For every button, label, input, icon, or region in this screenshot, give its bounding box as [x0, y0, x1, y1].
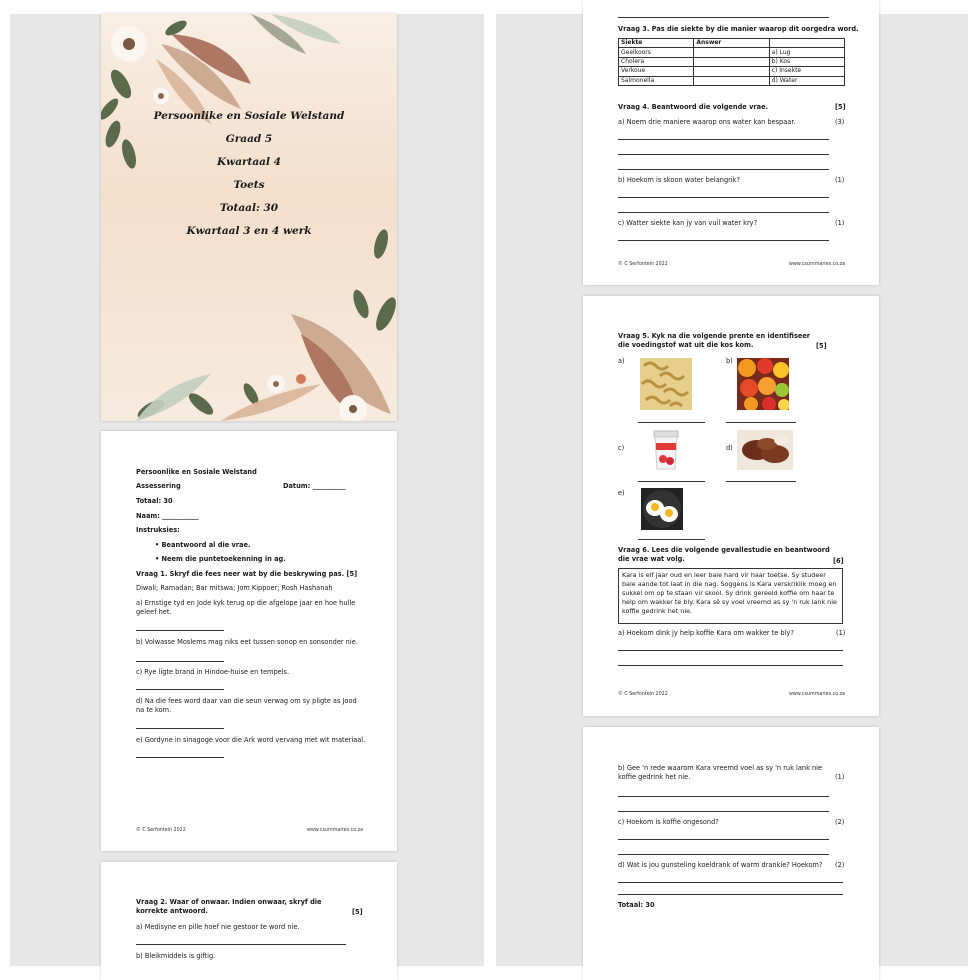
- worksheet-page-5: [583, 727, 879, 980]
- date-field: Datum: __________: [283, 482, 346, 490]
- answer-line[interactable]: [618, 212, 829, 213]
- answer-line[interactable]: [638, 539, 705, 540]
- q4-item: b) Hoekom is skoon water belangrik?: [618, 176, 740, 184]
- assessment-label: Assessering: [136, 482, 181, 490]
- cover-line: Kwartaal 4: [217, 156, 281, 168]
- q4-title: Vraag 4. Beantwoord die volgende vrae.: [618, 103, 769, 111]
- q6b-marks: (1): [835, 773, 845, 781]
- answer-line[interactable]: [618, 894, 843, 895]
- answer-cell[interactable]: [694, 67, 769, 76]
- instruction-item: • Neem die puntetoekenning in ag.: [155, 555, 286, 563]
- answer-line[interactable]: [618, 17, 829, 18]
- q6b-text: b) Gee 'n rede waarom Kara vreemd voel as sy 'n ruk lank nie koffie gedrink het nie.: [618, 764, 823, 781]
- answer-line[interactable]: [136, 944, 346, 945]
- q2-title: Vraag 2. Waar of onwaar. Indien onwaar, skryf die korrekte antwoord.: [136, 898, 322, 915]
- answer-line[interactable]: [618, 154, 829, 155]
- answer-line[interactable]: [638, 481, 705, 482]
- total-label: Totaal: 30: [618, 901, 655, 909]
- answer-cell[interactable]: [694, 76, 769, 85]
- cover-line: Totaal: 30: [219, 202, 279, 214]
- table-cell: Geelkoors: [619, 48, 694, 57]
- q1-item: e) Gordyne in sinagoge voor die Ark word vervang met wit materiaal.: [136, 736, 366, 744]
- q6c-text: c) Hoekom is koffie ongesond?: [618, 818, 719, 826]
- q2-item: b) Bleikmiddels is giftig.: [136, 952, 216, 960]
- q2-marks: [5]: [352, 908, 363, 916]
- q3-title: Vraag 3. Pas die siekte by die manier waarop dit oorgedra word.: [618, 25, 859, 33]
- q4-item-marks: (3): [835, 118, 845, 126]
- q6-marks: [6]: [833, 557, 844, 565]
- answer-line[interactable]: [618, 796, 829, 797]
- cover-line: Persoonlike en Sosiale Welstand: [153, 110, 345, 122]
- q4-item-marks: (1): [835, 219, 845, 227]
- q4-item: c) Watter siekte kan jy van vuil water kry?: [618, 219, 758, 227]
- cover-line: Kwartaal 3 en 4 werk: [186, 225, 312, 237]
- q1-item: b) Volwasse Moslems mag niks eet tussen sonop en sonsonder nie.: [136, 638, 358, 646]
- footer-url[interactable]: www.csummaries.co.za: [789, 262, 846, 267]
- table-cell: Cholera: [619, 57, 694, 66]
- q1-item: d) Na die fees word daar van die seun verwag om sy pligte as Jood na te kom.: [136, 697, 357, 714]
- floral-illustration: [101, 14, 397, 421]
- footer-copyright: © C Serfontein 2022: [136, 828, 186, 833]
- matching-table: [618, 38, 845, 86]
- table-header: [769, 39, 844, 48]
- table-cell: b) Kos: [769, 57, 844, 66]
- q1-title: Vraag 1. Skryf die fees neer wat by die beskrywing pas. [5]: [136, 570, 358, 578]
- answer-line[interactable]: [618, 650, 843, 651]
- table-cell: c) Insekte: [769, 67, 844, 76]
- answer-line[interactable]: [618, 665, 843, 666]
- q2-item: a) Medisyne en pille hoef nie gestoor te word nie.: [136, 923, 300, 931]
- answer-line[interactable]: [618, 240, 829, 241]
- worksheet-page-4: [583, 296, 879, 716]
- eggs-image: [641, 488, 683, 530]
- answer-line[interactable]: [618, 197, 829, 198]
- answer-line[interactable]: [618, 811, 829, 812]
- q6d-marks: (2): [835, 861, 845, 869]
- image-label: b): [726, 357, 733, 365]
- answer-line[interactable]: [618, 854, 829, 855]
- total-label: Totaal: 30: [136, 497, 173, 505]
- answer-line[interactable]: [726, 422, 796, 423]
- subject-heading: Persoonlike en Sosiale Welstand: [136, 468, 257, 476]
- answer-cell[interactable]: [694, 48, 769, 57]
- q4-item: a) Noem drie maniere waarop ons water kan bespaar.: [618, 118, 796, 126]
- table-cell: d) Water: [769, 76, 844, 85]
- q6-title: Vraag 6. Lees die volgende gevallestudie en beantwoord die vrae wat volg.: [618, 546, 830, 563]
- q6c-marks: (2): [835, 818, 845, 826]
- fruit-image: [737, 358, 789, 410]
- answer-cell[interactable]: [694, 57, 769, 66]
- footer-url[interactable]: www.csummaries.co.za: [789, 692, 846, 697]
- table-header: Siekte: [619, 39, 694, 48]
- q1-options: Diwali; Ramadan; Bar mitswa; Jom Kippoer; Rosh Hashanah: [136, 584, 333, 592]
- q5-marks: [5]: [816, 342, 827, 350]
- answer-line[interactable]: [726, 481, 796, 482]
- footer-url[interactable]: www.csummaries.co.za: [307, 828, 364, 833]
- q5-title: Vraag 5. Kyk na die volgende prente en identifiseer die voedingstof wat uit die kos kom.: [618, 332, 811, 349]
- instructions-label: Instruksies:: [136, 526, 180, 534]
- yoghurt-image: [651, 429, 681, 471]
- answer-line[interactable]: [136, 630, 224, 631]
- table-cell: Verkoue: [619, 67, 694, 76]
- q6d-text: d) Wat is jou gunsteling koeldrank of warm drankie? Hoekom?: [618, 861, 823, 869]
- answer-line[interactable]: [618, 839, 829, 840]
- q4-item-marks: (1): [835, 176, 845, 184]
- meat-image: [737, 430, 793, 470]
- answer-line[interactable]: [136, 661, 224, 662]
- cover-line: Toets: [233, 179, 265, 191]
- answer-line[interactable]: [136, 689, 224, 690]
- table-cell: a) Lug: [769, 48, 844, 57]
- image-label: a): [618, 357, 625, 365]
- cover-line: Graad 5: [225, 133, 273, 145]
- answer-line[interactable]: [618, 882, 843, 883]
- q4-marks: [5]: [835, 103, 846, 111]
- answer-line[interactable]: [638, 422, 705, 423]
- instruction-item: • Beantwoord al die vrae.: [155, 541, 251, 549]
- answer-line[interactable]: [618, 169, 829, 170]
- pasta-image: [640, 358, 692, 410]
- q1-item: c) Rye ligte brand in Hindoe-huise en tempels.: [136, 668, 290, 676]
- cover-page: [101, 14, 397, 421]
- worksheet-page-1: [101, 431, 397, 851]
- footer-copyright: © C Serfontein 2022: [618, 262, 668, 267]
- image-label: d): [726, 444, 733, 452]
- answer-line[interactable]: [618, 139, 829, 140]
- footer-copyright: © C Serfontein 2022: [618, 692, 668, 697]
- q6a-text: a) Hoekom dink jy help koffie Kara om wakker te bly?: [618, 629, 794, 637]
- table-cell: Salmonella: [619, 76, 694, 85]
- name-field: Naam: ___________: [136, 512, 199, 520]
- q6a-marks: (1): [836, 629, 846, 637]
- table-header: Answer: [694, 39, 769, 48]
- case-study-box: Kara is elf jaar oud en leer baie hard vir haar toetse. Sy studeer baie aande tot laat in die nag. Soggens is Kara verskriklik moeg en sukkel om op te staan vir skool. Sy drink gereeld koffie om haar te help om wakker te bly. Kara sê sy voel vreemd as sy 'n ruk lank nie koffie gedrink het nie.: [618, 568, 843, 624]
- answer-line[interactable]: [136, 757, 224, 758]
- image-label: e): [618, 489, 625, 497]
- answer-line[interactable]: [136, 728, 224, 729]
- worksheet-page-2: [101, 862, 397, 980]
- image-label: c): [618, 444, 625, 452]
- q1-item: a) Ernstige tyd en Jode kyk terug op die afgelope jaar en hoe hulle geleef het.: [136, 599, 356, 616]
- worksheet-page-3: [583, 0, 879, 285]
